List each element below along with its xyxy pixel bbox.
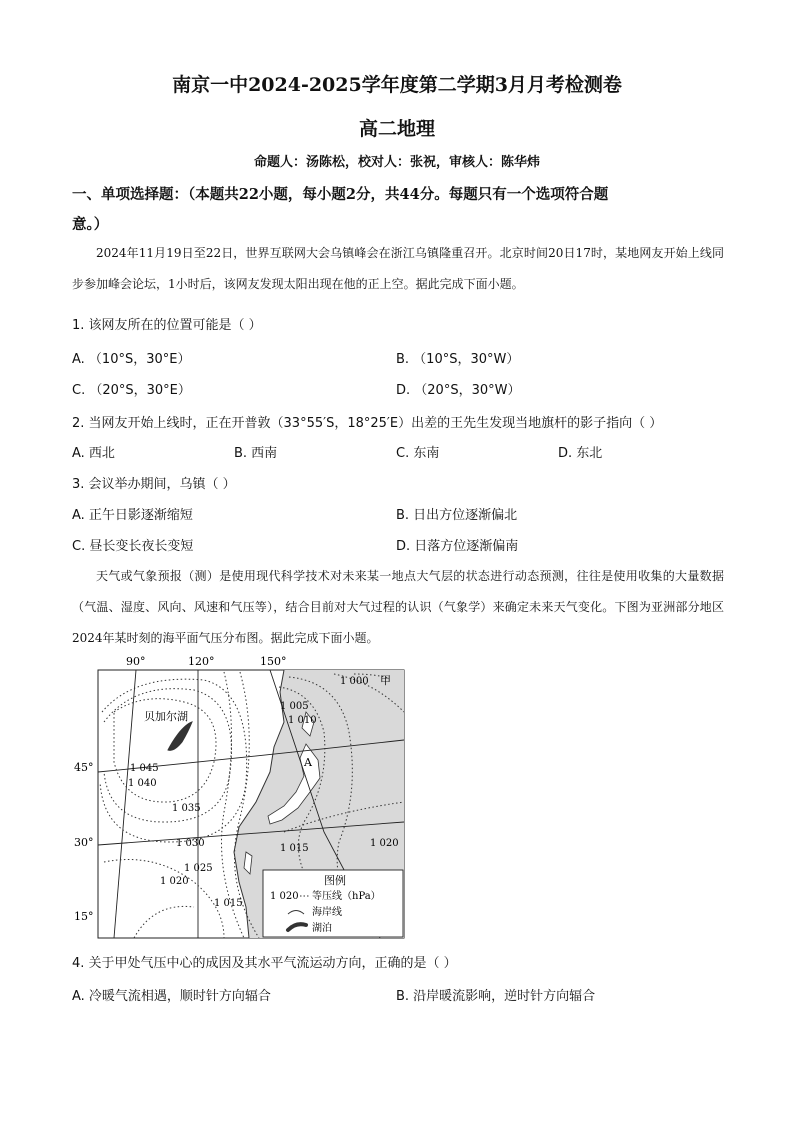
isobar-label: 1 015 <box>280 843 309 854</box>
isobar-label: 1 025 <box>184 863 213 874</box>
question-1-stem: 1. 该网友所在的位置可能是（ ） <box>72 318 262 333</box>
passage-2: 天气或气象预报（测）是使用现代科学技术对未来某一地点大气层的状态进行动态预测，往往是使用收集的大量数据（气温、湿度、风向、风速和气压等），结合目前对大气过程的认识（气象学）来确定未来天气变化。下图为亚洲部分地区2024年某时刻的海平面气压分布图。据此完成下面小题。 <box>72 569 724 645</box>
isobar-label: 1 005 <box>280 701 309 712</box>
author-line: 命题人：汤陈松，校对人：张祝，审核人：陈华炜 <box>253 155 540 170</box>
legend-isobar-sample: 1 020 <box>270 891 299 902</box>
q2-option-c: C. 东南 <box>396 446 440 461</box>
pressure-map <box>74 652 408 942</box>
legend-coast-text: 海岸线 <box>312 907 342 918</box>
isobar-label: 1 035 <box>172 803 201 814</box>
legend-isobar-text: 等压线（hPa） <box>312 891 381 902</box>
isobar-label: 1 045 <box>130 763 159 774</box>
map-legend <box>263 870 403 937</box>
q3-option-c: C. 昼长变长夜长变短 <box>72 539 194 554</box>
lat-label-15: 15° <box>74 910 94 923</box>
q4-option-a: A. 冷暖气流相遇，顺时针方向辐合 <box>72 989 271 1004</box>
isobar-label: 1 015 <box>214 898 243 909</box>
legend-lake-text: 湖泊 <box>312 923 332 934</box>
subject-title: 高二地理 <box>358 118 435 140</box>
isobar-label: 1 020 <box>160 876 189 887</box>
passage-1: 2024年11月19日至22日，世界互联网大会乌镇峰会在浙江乌镇隆重召开。北京时间20日17时，某地网友开始上线同步参加峰会论坛，1小时后，该网友发现太阳出现在他的正上空。据此完成下面小题。 <box>72 246 724 291</box>
q1-option-a: A. （10°S，30°E） <box>72 352 191 367</box>
lat-label-30: 30° <box>74 836 94 849</box>
q1-option-d: D. （20°S，30°W） <box>396 383 521 398</box>
center-label-jia: 甲 <box>380 674 391 687</box>
q4-option-b: B. 沿岸暖流影响，逆时针方向辐合 <box>396 989 596 1004</box>
q2-option-d: D. 东北 <box>558 446 603 461</box>
question-3-stem: 3. 会议举办期间，乌镇（ ） <box>72 477 236 492</box>
legend-title: 图例 <box>324 874 346 887</box>
q2-option-a: A. 西北 <box>72 446 115 461</box>
exam-title: 南京一中2024-2025学年度第二学期3月月考检测卷 <box>172 74 622 96</box>
q1-option-c: C. （20°S，30°E） <box>72 383 191 398</box>
question-4-stem: 4. 关于甲处气压中心的成因及其水平气流运动方向，正确的是（ ） <box>72 956 457 971</box>
isobar-label: 1 000 <box>340 676 369 687</box>
isobar-label: 1 020 <box>370 838 399 849</box>
q1-option-b: B. （10°S，30°W） <box>396 352 520 367</box>
q3-option-d: D. 日落方位逐渐偏南 <box>396 539 519 554</box>
lon-label-120: 120° <box>188 655 215 668</box>
point-a-label: A <box>304 756 312 769</box>
lake-baikal-label: 贝加尔湖 <box>144 710 188 723</box>
q2-option-b: B. 西南 <box>234 446 278 461</box>
section-heading-line1: 一、单项选择题：（本题共22小题，每小题2分，共44分。每题只有一个选项符合题 <box>72 186 609 203</box>
lat-label-45: 45° <box>74 761 94 774</box>
question-2-stem: 2. 当网友开始上线时，正在开普敦（33°55′S，18°25′E）出差的王先生发现当地旗杆的影子指向（ ） <box>72 416 663 431</box>
lon-label-150: 150° <box>260 655 287 668</box>
q3-option-b: B. 日出方位逐渐偏北 <box>396 508 518 523</box>
lon-label-90: 90° <box>126 655 146 668</box>
isobar-label: 1 040 <box>128 778 157 789</box>
section-heading-line2: 意。） <box>72 216 109 233</box>
isobar-label: 1 030 <box>176 838 205 849</box>
q3-option-a: A. 正午日影逐渐缩短 <box>72 508 193 523</box>
isobar-label: 1 010 <box>288 715 317 726</box>
